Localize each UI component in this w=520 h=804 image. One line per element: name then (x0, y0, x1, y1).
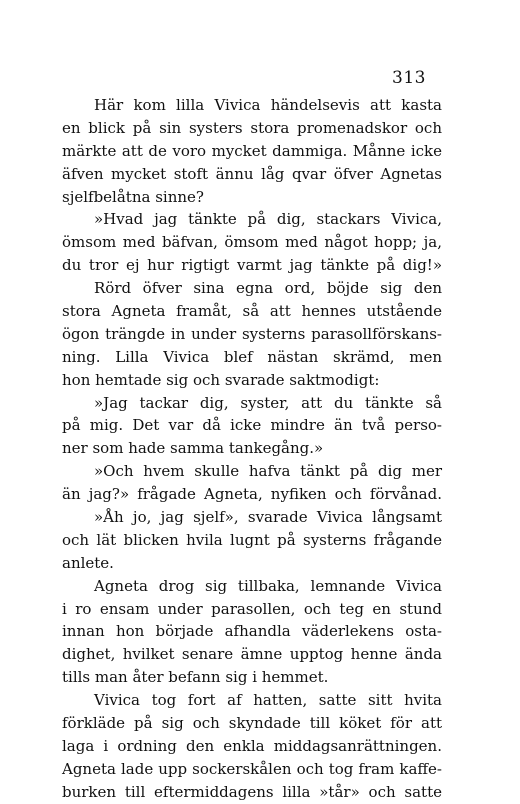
text-line: äfven mycket stoft ännu låg qvar öfver Agnetas (62, 164, 442, 183)
text-line: »Hvad jag tänkte på dig, stackars Vivica, (94, 210, 442, 229)
text-line: sjelfbelåtna sinne? (62, 187, 204, 206)
text-line: hon hemtade sig och svarade saktmodigt: (62, 370, 380, 389)
text-line: ömsom med bäfvan, ömsom med något hopp; ja, (62, 233, 442, 252)
text-line: anlete. (62, 553, 114, 572)
text-line: än jag?» frågade Agneta, nyfiken och förvånad. (62, 485, 442, 504)
text-line: du tror ej hur rigtigt varmt jag tänkte på dig!» (62, 256, 442, 275)
text-line: ögon trängde in under systerns parasollförskans- (62, 324, 442, 343)
text-line: burken till eftermiddagens lilla »tår» och satte (62, 782, 442, 801)
text-line: ning. Lilla Vivica blef nästan skrämd, men (62, 347, 442, 366)
text-line: dighet, hvilket senare ämne upptog henne ända (62, 645, 442, 664)
text-line: Agneta lade upp sockerskålen och tog fram kaffe- (62, 759, 442, 778)
text-line: förkläde på sig och skyndade till köket för att (62, 714, 442, 733)
text-line: stora Agneta framåt, så att hennes utstående (62, 302, 442, 321)
text-line: tills man åter befann sig i hemmet. (62, 668, 329, 687)
text-line: i ro ensam under parasollen, och teg en stund (62, 599, 442, 618)
text-line: en blick på sin systers stora promenadskor och (62, 118, 442, 137)
text-line: laga i ordning den enkla middagsanrättningen. (62, 736, 442, 755)
text-line: Här kom lilla Vivica händelsevis att kasta (94, 96, 442, 114)
text-line: Agneta drog sig tillbaka, lemnande Vivica (94, 576, 442, 595)
text-line: »Och hvem skulle hafva tänkt på dig mer (94, 462, 442, 481)
text-line: Rörd öfver sina egna ord, böjde sig den (94, 279, 442, 298)
text-line: »Åh jo, jag sjelf», svarade Vivica långsamt (94, 508, 442, 527)
text-line: ner som hade samma tankegång.» (62, 439, 324, 458)
text-line: innan hon började afhandla väderlekens osta- (62, 622, 442, 641)
text-line: och lät blicken hvila lugnt på systerns frågande (62, 530, 442, 549)
text-line: Vivica tog fort af hatten, satte sitt hvita (94, 691, 442, 710)
page-number: 313 (392, 68, 426, 88)
text-line: »Jag tackar dig, syster, att du tänkte så (94, 393, 442, 412)
text-line: på mig. Det var då icke mindre än två perso- (62, 416, 442, 435)
body-text (62, 94, 442, 804)
text-line: märkte att de voro mycket dammiga. Månne icke (62, 141, 442, 160)
